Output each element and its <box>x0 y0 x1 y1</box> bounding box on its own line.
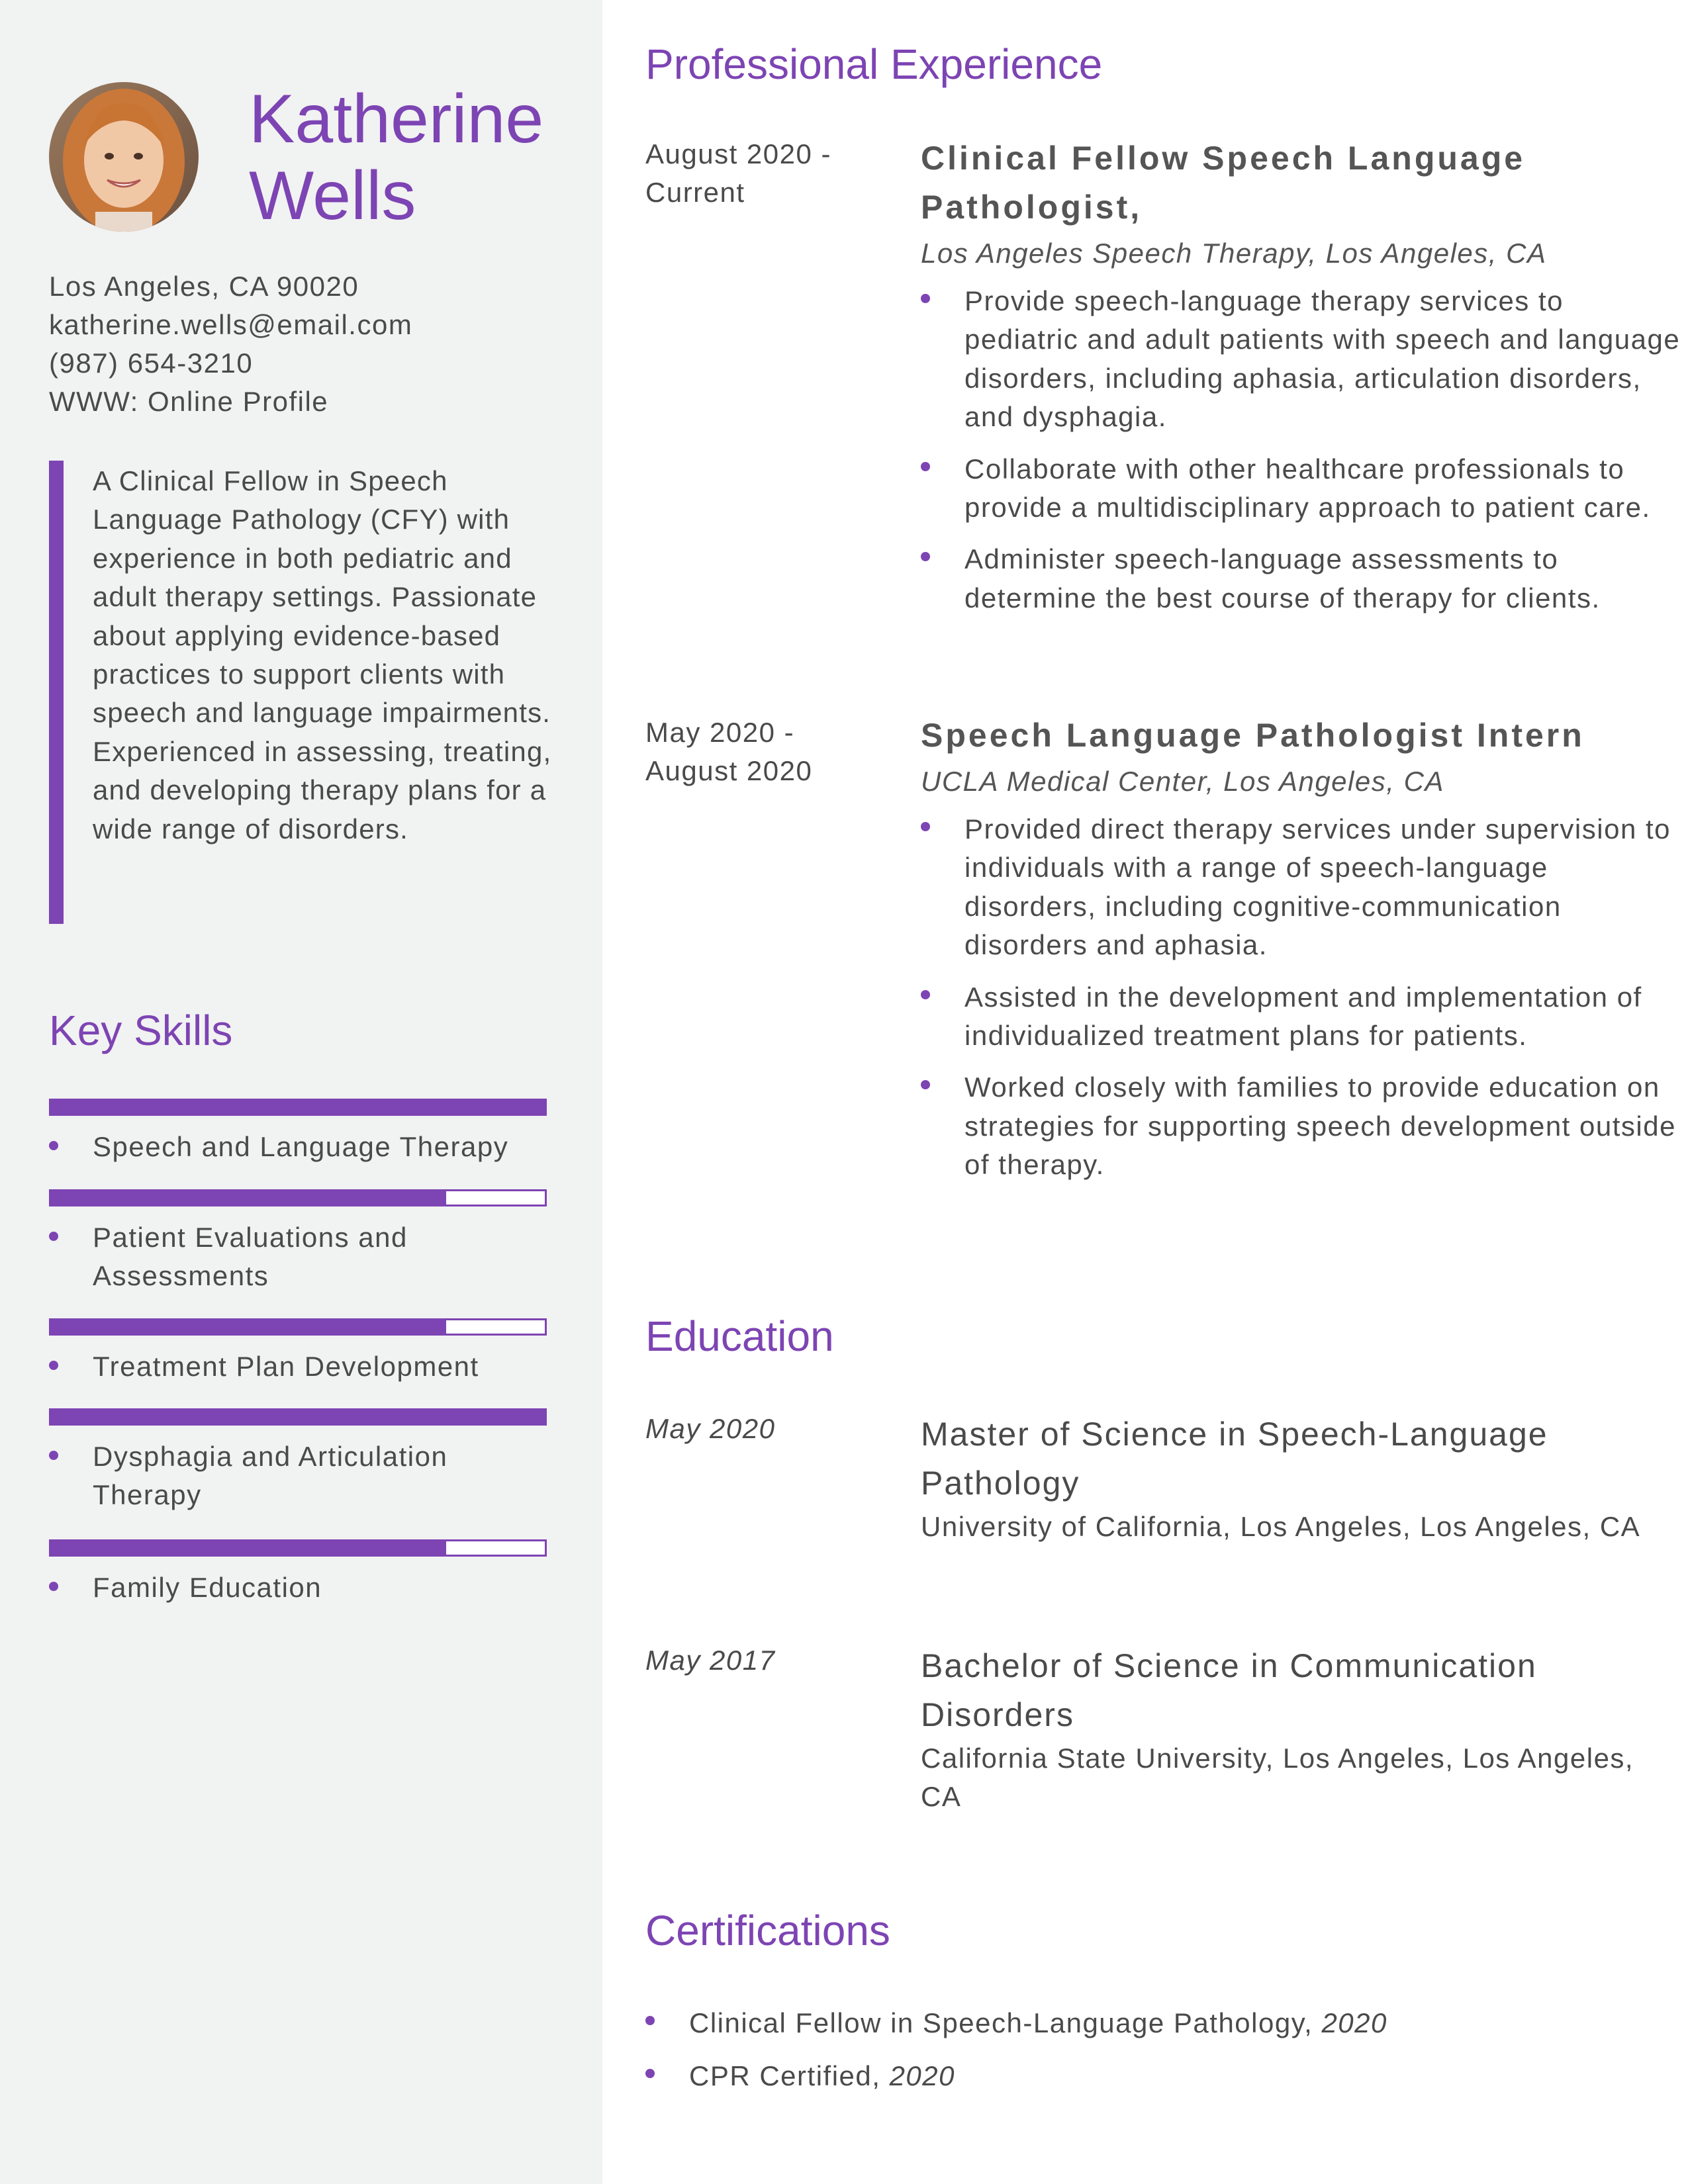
bullet-icon <box>921 990 930 999</box>
job-bullet-text: Worked closely with families to provide education on strategies for supporting speech development outside of therapy. <box>964 1071 1676 1181</box>
job-bullet <box>921 282 1682 437</box>
bullet-icon <box>49 1451 58 1460</box>
job-bullet <box>921 1068 1682 1184</box>
job-bullet-text: Assisted in the development and implementation of individualized treatment plans for patients. <box>964 981 1642 1052</box>
education-title: Education <box>645 1312 834 1360</box>
skill-label-row <box>49 1437 523 1514</box>
main-content <box>602 0 1688 2184</box>
sidebar <box>0 0 602 2184</box>
certification-name: CPR Certified, <box>689 2060 881 2091</box>
bullet-icon <box>645 2069 655 2078</box>
company: Los Angeles Speech Therapy, Los Angeles, CA <box>921 238 1547 269</box>
job-date-start: August 2020 - <box>645 138 832 169</box>
job-bullet <box>921 540 1682 617</box>
skills-title: Key Skills <box>49 1007 233 1054</box>
job-title: Clinical Fellow Speech Language Pathologist, <box>921 140 1526 226</box>
skill-label: Family Education <box>93 1572 322 1603</box>
bullet-icon <box>921 294 930 303</box>
school: California State University, Los Angeles, Los Angeles, CA <box>921 1743 1634 1812</box>
certification-name: Clinical Fellow in Speech-Language Pathology, <box>689 2007 1313 2038</box>
skill-level-bar <box>49 1099 547 1116</box>
skill-level-bar <box>49 1318 547 1336</box>
bullet-icon <box>921 552 930 561</box>
job-title: Speech Language Pathologist Intern <box>921 717 1585 754</box>
job-date <box>645 135 897 212</box>
bullet-icon <box>49 1232 58 1241</box>
job-bullet-text: Collaborate with other healthcare professionals to provide a multidisciplinary approach to patient care. <box>964 453 1651 523</box>
skill-item <box>49 1318 547 1386</box>
skill-level-fill <box>51 1320 446 1334</box>
email[interactable]: katherine.wells@email.com <box>49 309 413 340</box>
skill-level-bar <box>49 1539 547 1557</box>
job-bullets <box>921 810 1682 1185</box>
certification-item <box>645 2057 1682 2095</box>
bullet-icon <box>921 462 930 471</box>
bullet-icon <box>645 2016 655 2025</box>
job-bullet <box>921 978 1682 1056</box>
skill-item <box>49 1099 547 1166</box>
skill-level-fill <box>51 1410 545 1424</box>
job-bullet-text: Provided direct therapy services under supervision to individuals with a range of speech-language disorders, including cognitive-communication disorders and aphasia. <box>964 813 1671 961</box>
job-date-end: August 2020 <box>645 755 813 786</box>
skill-label-row <box>49 1347 523 1386</box>
skill-level-fill <box>51 1101 545 1114</box>
skill-label-row <box>49 1218 523 1295</box>
candidate-name <box>249 81 580 234</box>
first-name: Katherine <box>249 81 544 158</box>
web-profile-link[interactable]: WWW: Online Profile <box>49 386 329 417</box>
skill-item <box>49 1408 547 1514</box>
skill-label-row <box>49 1569 523 1607</box>
certification-item <box>645 2004 1682 2042</box>
degree: Bachelor of Science in Communication Disorders <box>921 1647 1537 1733</box>
job-bullet <box>921 450 1682 527</box>
school: University of California, Los Angeles, Los Angeles, CA <box>921 1511 1641 1542</box>
summary <box>49 461 552 924</box>
certification-year: 2020 <box>889 2060 956 2091</box>
avatar <box>49 82 199 232</box>
location: Los Angeles, CA 90020 <box>49 271 359 302</box>
education-date: May 2017 <box>645 1645 776 1676</box>
certification-year: 2020 <box>1321 2007 1387 2038</box>
skill-level-fill <box>51 1541 446 1555</box>
job-bullet-text: Provide speech-language therapy services to pediatric and adult patients with speech and language disorders, including aphasia, articulation disorders, and dysphagia. <box>964 285 1681 433</box>
job-date <box>645 713 897 790</box>
skill-level-bar <box>49 1408 547 1426</box>
phone[interactable]: (987) 654-3210 <box>49 347 254 379</box>
skill-level-fill <box>51 1191 446 1205</box>
bullet-icon <box>921 1080 930 1089</box>
education-date: May 2020 <box>645 1413 776 1444</box>
job-bullet-text: Administer speech-language assessments to determine the best course of therapy for clients. <box>964 543 1601 614</box>
contact-info <box>49 267 579 421</box>
experience-title: Professional Experience <box>645 40 1103 88</box>
certifications-title: Certifications <box>645 1907 890 1954</box>
skill-label: Dysphagia and Articulation Therapy <box>93 1441 448 1510</box>
job-date-start: May 2020 - <box>645 717 795 748</box>
skill-item <box>49 1189 547 1295</box>
skill-label-row <box>49 1128 523 1166</box>
skill-item <box>49 1539 547 1607</box>
bullet-icon <box>49 1361 58 1370</box>
last-name: Wells <box>249 158 416 234</box>
skill-level-bar <box>49 1189 547 1206</box>
bullet-icon <box>49 1582 58 1591</box>
company: UCLA Medical Center, Los Angeles, CA <box>921 766 1444 797</box>
bullet-icon <box>49 1141 58 1150</box>
skill-label: Treatment Plan Development <box>93 1351 479 1382</box>
job-bullet <box>921 810 1682 965</box>
summary-text: A Clinical Fellow in Speech Language Pathology (CFY) with experience in both pediatric and adult therapy settings. Passionate about applying evidence-based practices to support clients with speech and language impairments. Experienced in assessing, treating, and developing therapy plans for a wide range of disorders. <box>93 465 552 844</box>
profile-photo-icon <box>49 82 199 232</box>
job-bullets <box>921 282 1682 617</box>
job-date-end: Current <box>645 177 745 208</box>
degree: Master of Science in Speech-Language Pathology <box>921 1416 1548 1502</box>
bullet-icon <box>921 822 930 831</box>
skill-label: Patient Evaluations and Assessments <box>93 1222 408 1291</box>
skill-label: Speech and Language Therapy <box>93 1131 509 1162</box>
